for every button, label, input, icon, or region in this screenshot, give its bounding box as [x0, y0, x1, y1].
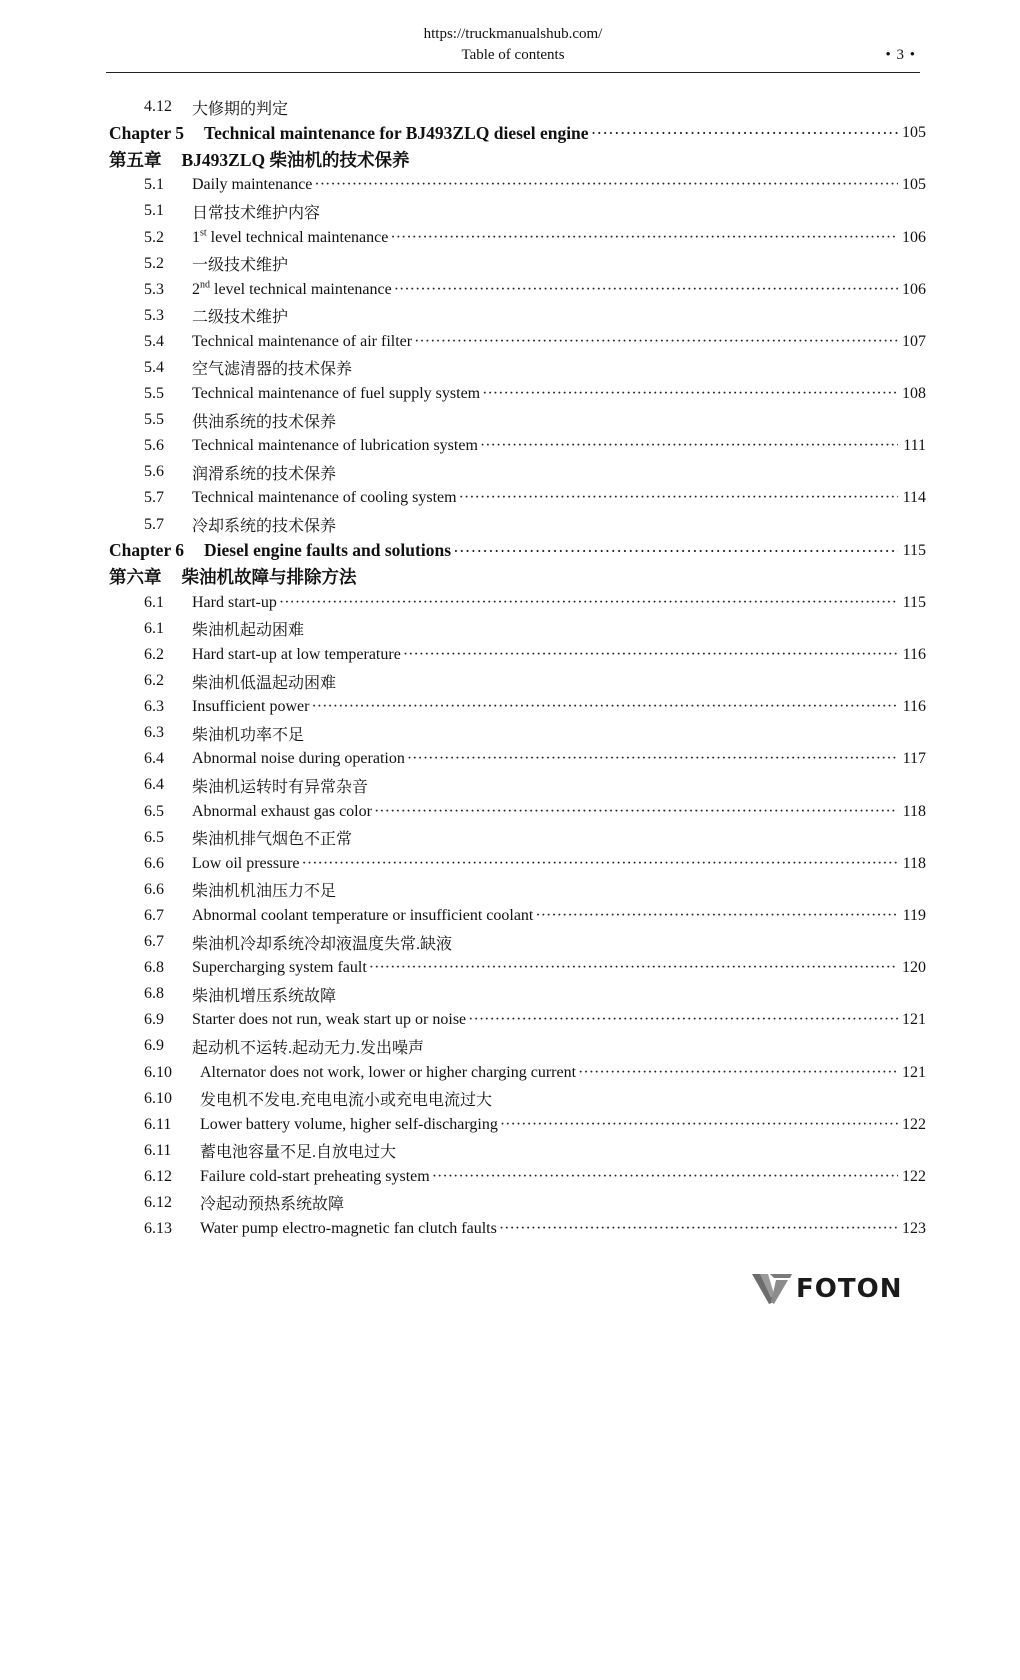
toc-title-ordinal: 2: [192, 280, 200, 298]
toc-number: 6.8: [144, 959, 164, 977]
toc-title: Alternator does not work, lower or higher charging current: [200, 1063, 577, 1081]
toc-leader-dots: [432, 1168, 898, 1186]
toc-title: 冷起动预热系统故障: [200, 1196, 345, 1214]
toc-page-number: 105: [902, 176, 926, 194]
foton-logo-icon: [752, 1272, 792, 1306]
toc-entry-row: [106, 616, 926, 642]
toc-number: Chapter 6: [109, 540, 185, 561]
toc-number: 5.5: [144, 411, 164, 429]
toc-entry-row: [106, 668, 926, 694]
toc-title: BJ493ZLQ 柴油机的技术保养: [181, 149, 410, 170]
toc-title: Abnormal noise during operation: [192, 750, 405, 768]
toc-page-number: 121: [902, 1011, 926, 1029]
toc-title: Technical maintenance of air filter: [192, 332, 413, 350]
toc-number: 5.1: [144, 176, 164, 194]
toc-entry-row: [106, 903, 926, 929]
toc-number: 6.6: [144, 854, 164, 872]
toc-page-number: 106: [902, 280, 926, 298]
toc-title: Abnormal exhaust gas color: [192, 802, 372, 820]
toc-entry-row: [106, 955, 926, 981]
toc-entry-row: [106, 642, 926, 668]
toc-title: Technical maintenance for BJ493ZLQ diesel engine: [204, 122, 589, 143]
toc-entry-row: [106, 1138, 926, 1164]
toc-page-number: 116: [902, 646, 926, 664]
table-of-contents: [106, 94, 926, 1242]
toc-title: 大修期的判定: [192, 100, 289, 118]
toc-title: [192, 229, 388, 247]
toc-number: 6.5: [144, 802, 164, 820]
foton-logo: [752, 1272, 920, 1308]
toc-number: 5.5: [144, 385, 164, 403]
toc-number: 6.3: [144, 724, 164, 742]
toc-entry-row: [106, 277, 926, 303]
toc-title: 柴油机排气烟色不正常: [192, 831, 353, 849]
toc-leader-dots: [500, 1116, 898, 1134]
toc-entry-row: [106, 590, 926, 616]
toc-page-number: 121: [902, 1063, 926, 1081]
toc-entry-row: [106, 851, 926, 877]
toc-number: 6.1: [144, 593, 164, 611]
toc-title: 日常技术维护内容: [192, 204, 321, 222]
toc-number: 5.6: [144, 437, 164, 455]
toc-entry-row: [106, 198, 926, 224]
toc-number: 5.4: [144, 332, 164, 350]
toc-title: Low oil pressure: [192, 854, 300, 872]
toc-number: 5.6: [144, 463, 164, 481]
toc-number: 6.11: [144, 1141, 172, 1159]
toc-title: Failure cold-start preheating system: [200, 1167, 430, 1185]
header-title: Table of contents: [461, 47, 565, 63]
toc-number: 6.1: [144, 619, 164, 637]
toc-entry-row: [106, 1164, 926, 1190]
toc-leader-dots: [414, 333, 898, 351]
toc-leader-dots: [374, 803, 898, 821]
toc-entry-row: [106, 381, 926, 407]
toc-page-number: 105: [902, 124, 926, 142]
page-number: • 3 •: [885, 47, 916, 63]
toc-title: 柴油机机油压力不足: [192, 883, 337, 901]
toc-number: 6.12: [144, 1193, 172, 1211]
toc-number: 第五章: [109, 149, 162, 170]
toc-number: 6.7: [144, 906, 164, 924]
toc-number: Chapter 5: [109, 122, 185, 143]
toc-leader-dots: [499, 1220, 898, 1238]
toc-number: 6.12: [144, 1167, 172, 1185]
toc-title: Daily maintenance: [192, 176, 313, 194]
toc-number: 4.12: [144, 98, 172, 116]
toc-page-number: 122: [902, 1115, 926, 1133]
toc-entry-row: [106, 485, 926, 511]
toc-number: 6.9: [144, 1011, 164, 1029]
toc-number: 6.13: [144, 1220, 172, 1238]
toc-title: Insufficient power: [192, 698, 310, 716]
toc-title: Lower battery volume, higher self-discharging: [200, 1115, 498, 1133]
toc-page-number: 123: [902, 1220, 926, 1238]
toc-entry-row: [106, 329, 926, 355]
toc-chapter-row: [106, 120, 926, 146]
toc-entry-row: [106, 981, 926, 1007]
toc-title: Diesel engine faults and solutions: [204, 540, 452, 561]
toc-title: [192, 281, 392, 299]
toc-entry-row: [106, 1112, 926, 1138]
toc-entry-row: [106, 799, 926, 825]
toc-leader-dots: [403, 646, 898, 664]
toc-page-number: 118: [902, 802, 926, 820]
toc-page-number: 115: [902, 541, 926, 559]
toc-leader-dots: [459, 489, 898, 507]
toc-title: 柴油机起动困难: [192, 622, 305, 640]
toc-title: Technical maintenance of cooling system: [192, 489, 457, 507]
toc-entry-row: [106, 355, 926, 381]
toc-title: Technical maintenance of fuel supply system: [192, 385, 481, 403]
toc-title: 一级技术维护: [192, 257, 289, 275]
toc-title: Supercharging system fault: [192, 959, 367, 977]
toc-page-number: 107: [902, 332, 926, 350]
toc-entry-row: [106, 1033, 926, 1059]
toc-entry-row: [106, 303, 926, 329]
toc-number: 6.7: [144, 933, 164, 951]
toc-leader-dots: [369, 959, 898, 977]
toc-title: 冷却系统的技术保养: [192, 518, 337, 536]
toc-number: 第六章: [109, 567, 162, 588]
toc-number: 5.3: [144, 280, 164, 298]
toc-title-superscript: nd: [200, 279, 210, 291]
toc-page-number: 114: [902, 489, 926, 507]
toc-entry-row: [106, 1007, 926, 1033]
toc-page-number: 118: [902, 854, 926, 872]
toc-leader-dots: [480, 437, 898, 455]
toc-number: 6.9: [144, 1037, 164, 1055]
toc-entry-row: [106, 746, 926, 772]
toc-entry-row: [106, 1059, 926, 1085]
toc-number: 6.5: [144, 828, 164, 846]
toc-title: Hard start-up: [192, 593, 277, 611]
toc-entry-row: [106, 1086, 926, 1112]
toc-leader-dots: [453, 542, 898, 560]
toc-title: 柴油机功率不足: [192, 726, 305, 744]
toc-title: 柴油机冷却系统冷却液温度失常.缺液: [192, 935, 453, 953]
toc-title: Abnormal coolant temperature or insufficient coolant: [192, 906, 534, 924]
toc-entry-row: [106, 694, 926, 720]
toc-entry-row: [106, 407, 926, 433]
toc-chapter-row: [106, 146, 926, 172]
toc-title: 空气滤清器的技术保养: [192, 361, 353, 379]
toc-number: 5.3: [144, 306, 164, 324]
toc-entry-row: [106, 512, 926, 538]
toc-entry-row: [106, 433, 926, 459]
toc-page-number: 119: [902, 906, 926, 924]
toc-number: 5.2: [144, 228, 164, 246]
toc-number: 5.7: [144, 489, 164, 507]
page-header: [106, 26, 920, 73]
toc-title-text: level technical maintenance: [210, 280, 392, 298]
toc-chapter-row: [106, 564, 926, 590]
toc-number: 6.4: [144, 776, 164, 794]
toc-leader-dots: [468, 1011, 898, 1029]
toc-entry-row: [106, 459, 926, 485]
toc-page-number: 106: [902, 228, 926, 246]
toc-page-number: 108: [902, 385, 926, 403]
toc-number: 6.2: [144, 672, 164, 690]
toc-number: 6.8: [144, 985, 164, 1003]
toc-entry-row: [106, 94, 926, 120]
header-url: https://truckmanualshub.com/: [423, 26, 603, 42]
toc-title: Starter does not run, weak start up or noise: [192, 1011, 467, 1029]
toc-leader-dots: [390, 229, 898, 247]
toc-page-number: 117: [902, 750, 926, 768]
toc-title: 蓄电池容量不足.自放电过大: [200, 1144, 397, 1162]
toc-title: 发电机不发电.充电电流小或充电电流过大: [200, 1092, 493, 1110]
toc-number: 6.6: [144, 880, 164, 898]
toc-number: 5.1: [144, 202, 164, 220]
toc-entry-row: [106, 251, 926, 277]
toc-page-number: 111: [903, 437, 926, 455]
toc-number: 6.4: [144, 750, 164, 768]
toc-title: Water pump electro-magnetic fan clutch faults: [200, 1220, 497, 1238]
toc-title: Hard start-up at low temperature: [192, 646, 401, 664]
toc-entry-row: [106, 172, 926, 198]
toc-entry-row: [106, 877, 926, 903]
toc-entry-row: [106, 1190, 926, 1216]
toc-leader-dots: [578, 1064, 898, 1082]
toc-page-number: 116: [902, 698, 926, 716]
toc-number: 5.7: [144, 515, 164, 533]
toc-leader-dots: [407, 750, 898, 768]
toc-leader-dots: [394, 281, 898, 299]
toc-entry-row: [106, 929, 926, 955]
toc-leader-dots: [314, 176, 898, 194]
toc-number: 5.2: [144, 254, 164, 272]
toc-number: 6.2: [144, 646, 164, 664]
toc-page-number: 120: [902, 959, 926, 977]
toc-title: 润滑系统的技术保养: [192, 465, 337, 483]
toc-title-ordinal: 1: [192, 228, 200, 246]
toc-entry-row: [106, 224, 926, 250]
toc-number: 6.10: [144, 1063, 172, 1081]
toc-entry-row: [106, 720, 926, 746]
toc-number: 5.4: [144, 358, 164, 376]
toc-leader-dots: [535, 907, 898, 925]
toc-entry-row: [106, 1216, 926, 1242]
toc-title: 二级技术维护: [192, 309, 289, 327]
toc-number: 6.11: [144, 1115, 172, 1133]
toc-title: 供油系统的技术保养: [192, 413, 337, 431]
toc-title-text: level technical maintenance: [206, 228, 389, 246]
toc-leader-dots: [279, 594, 898, 612]
toc-title: 柴油机故障与排除方法: [181, 567, 357, 588]
toc-leader-dots: [482, 385, 898, 403]
toc-entry-row: [106, 772, 926, 798]
toc-number: 6.10: [144, 1089, 172, 1107]
toc-page-number: 115: [902, 593, 926, 611]
toc-entry-row: [106, 825, 926, 851]
toc-title: 柴油机运转时有异常杂音: [192, 778, 369, 796]
toc-number: 6.3: [144, 698, 164, 716]
toc-leader-dots: [591, 124, 898, 142]
toc-leader-dots: [311, 698, 898, 716]
toc-title: 起动机不运转.起动无力.发出噪声: [192, 1039, 425, 1057]
toc-title: 柴油机增压系统故障: [192, 987, 337, 1005]
toc-leader-dots: [302, 855, 898, 873]
toc-page-number: 122: [902, 1167, 926, 1185]
toc-title-superscript: st: [200, 227, 207, 239]
toc-title: Technical maintenance of lubrication system: [192, 437, 478, 455]
toc-title: 柴油机低温起动困难: [192, 674, 337, 692]
toc-chapter-row: [106, 538, 926, 564]
logo-wordmark: FOTON: [796, 1274, 903, 1304]
